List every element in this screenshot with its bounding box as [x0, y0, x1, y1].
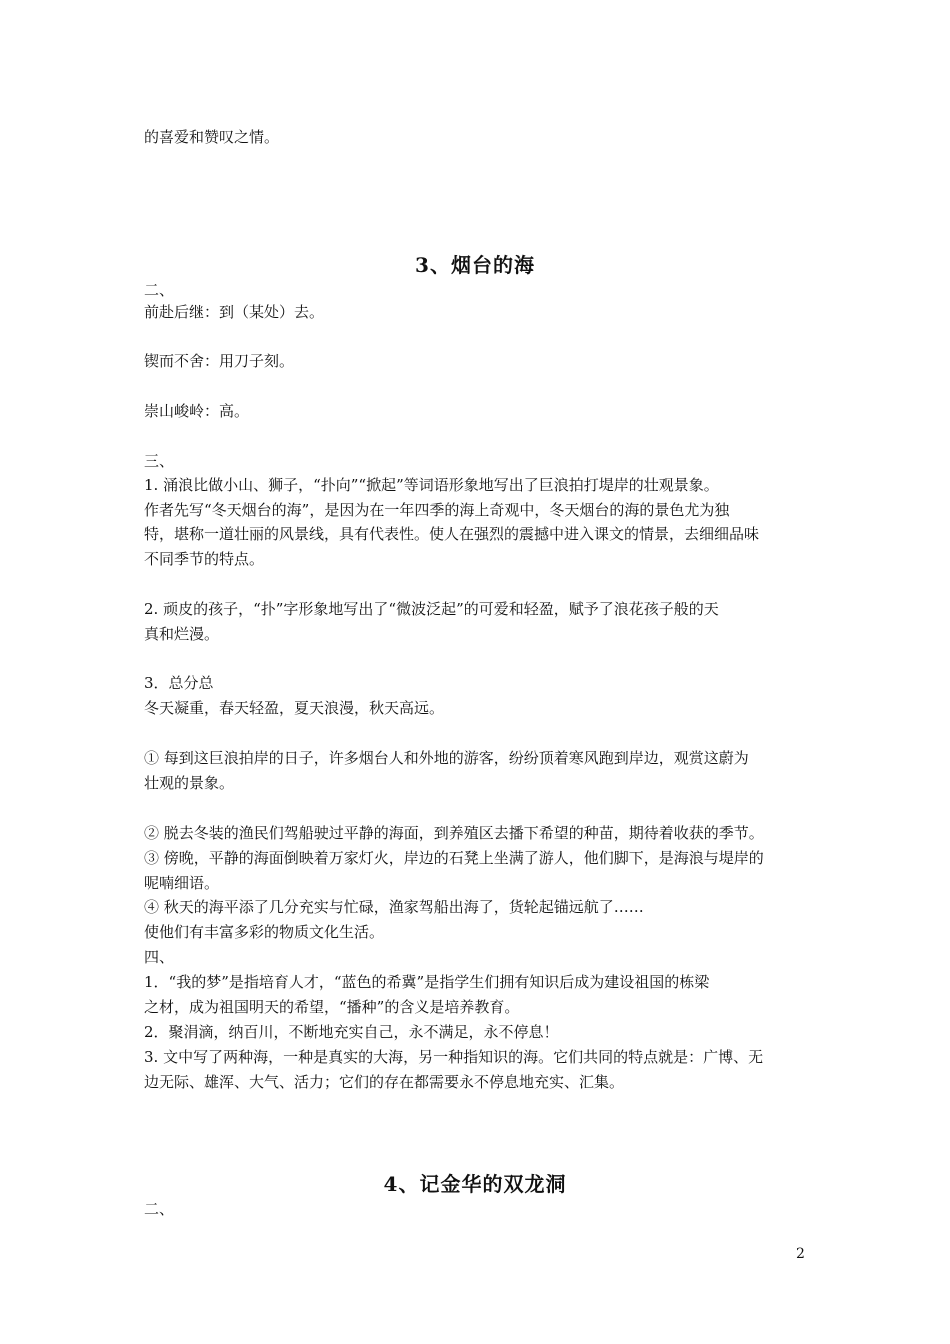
- section-3-title: 3、烟台的海: [415, 253, 535, 277]
- answer-line: 3. 文中写了两种海，一种是真实的大海，另一种指知识的海。它们共同的特点就是：广博、无: [144, 1048, 764, 1066]
- answer-line: 3．总分总: [144, 674, 214, 692]
- answer-line: 使他们有丰富多彩的物质文化生活。: [144, 923, 385, 941]
- answer-line: 边无际、雄浑、大气、活力；它们的存在都需要永不停息地充实、汇集。: [144, 1073, 625, 1091]
- section-3-part3-label: 三、: [144, 452, 175, 470]
- answer-line: ① 每到这巨浪拍岸的日子，许多烟台人和外地的游客，纷纷顶着寒风跑到岸边，观赏这蔚为: [144, 749, 749, 767]
- section-4-part2-label: 二、: [144, 1200, 175, 1218]
- intro-tail: 的喜爱和赞叹之情。: [144, 128, 280, 146]
- vocab-item: 前赴后继：到（某处）去。: [144, 303, 325, 321]
- answer-line: 特，堪称一道壮丽的风景线，具有代表性。使人在强烈的震撼中进入课文的情景，去细细品味: [144, 525, 760, 543]
- answer-line: 壮观的景象。: [144, 774, 235, 792]
- answer-line: 之材，成为祖国明天的希望，“播种”的含义是培养教育。: [144, 998, 520, 1016]
- answer-line: 作者先写“冬天烟台的海”，是因为在一年四季的海上奇观中，冬天烟台的海的景色尤为独: [144, 501, 730, 519]
- vocab-item: 崇山峻岭：高。: [144, 402, 250, 420]
- answer-line: 呢喃细语。: [144, 874, 220, 892]
- vocab-item: 锲而不舍：用刀子刻。: [144, 352, 295, 370]
- answer-line: ④ 秋天的海平添了几分充实与忙碌，渔家驾船出海了，货轮起锚远航了……: [144, 898, 644, 916]
- answer-line: 1．“我的梦”是指培育人才，“蓝色的希冀”是指学生们拥有知识后成为建设祖国的栋梁: [144, 973, 710, 991]
- answer-line: 2. 顽皮的孩子，“扑”字形象地写出了“微波泛起”的可爱和轻盈，赋予了浪花孩子般的天: [144, 600, 719, 618]
- section-4-title: 4、记金华的双龙洞: [383, 1172, 567, 1196]
- answer-line: 不同季节的特点。: [144, 550, 265, 568]
- answer-line: ③ 傍晚，平静的海面倒映着万家灯火，岸边的石凳上坐满了游人，他们脚下，是海浪与堤岸的: [144, 849, 764, 867]
- page-number: 2: [796, 1246, 805, 1262]
- answer-line: 真和烂漫。: [144, 625, 220, 643]
- answer-line: ② 脱去冬装的渔民们驾船驶过平静的海面，到养殖区去播下希望的种苗，期待着收获的季节。: [144, 824, 764, 842]
- answer-line: 1. 涌浪比做小山、狮子，“扑向”“掀起”等词语形象地写出了巨浪拍打堤岸的壮观景象。: [144, 476, 719, 494]
- section-3-part4-label: 四、: [144, 948, 175, 966]
- section-3-part2-label: 二、: [144, 281, 175, 299]
- answer-line: 冬天凝重，春天轻盈，夏天浪漫，秋天高远。: [144, 699, 445, 717]
- answer-line: 2．聚涓滴，纳百川，不断地充实自己，永不满足，永不停息！: [144, 1023, 559, 1041]
